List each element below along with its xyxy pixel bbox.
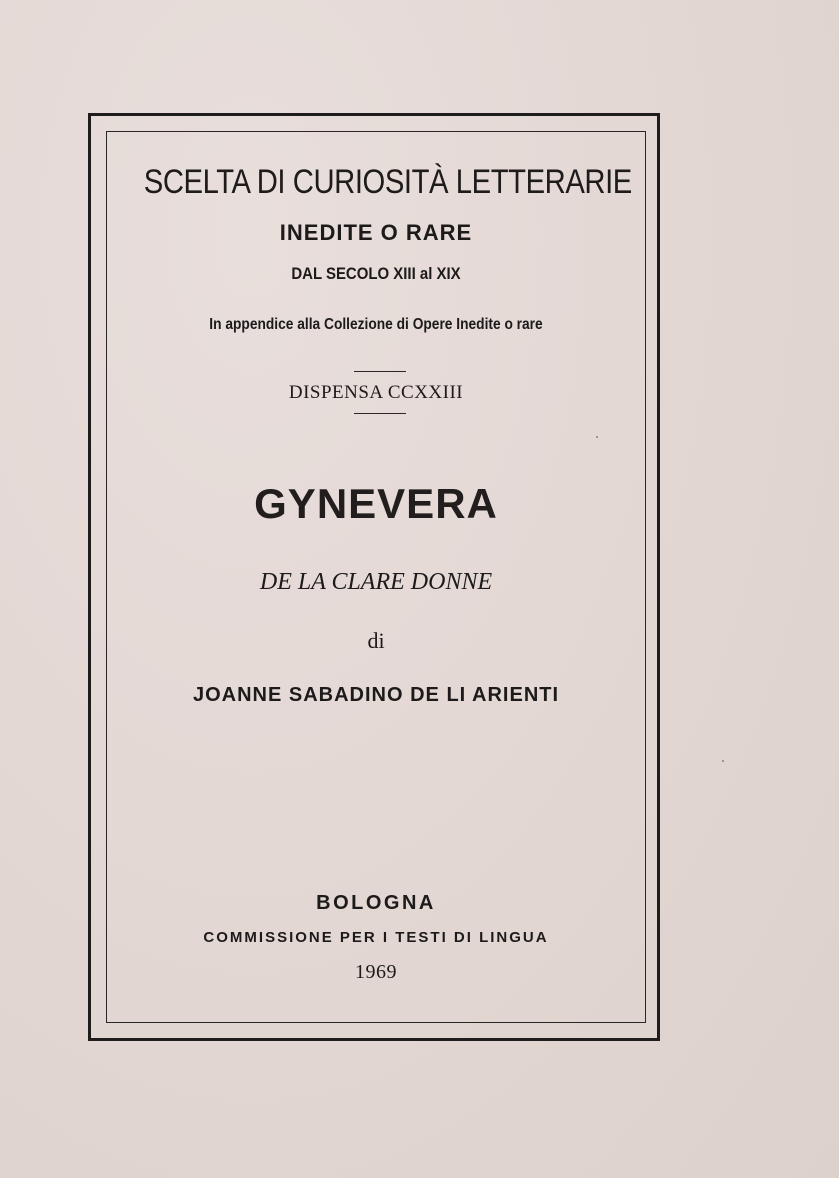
book-subtitle: DE LA CLARE DONNE — [259, 569, 493, 595]
paper-speck — [596, 436, 598, 438]
by-word: di — [367, 628, 385, 653]
publication-city: BOLOGNA — [316, 892, 436, 914]
publication-year: 1969 — [355, 961, 397, 983]
series-subtitle: INEDITE O RARE — [279, 220, 473, 245]
appendix-note: In appendice alla Collezione di Opere Inedite o rare — [209, 316, 543, 333]
book-title: GYNEVERA — [254, 480, 498, 527]
series-title: SCELTA DI CURIOSITÀ LETTERARIE — [143, 163, 632, 201]
divider-top — [354, 371, 406, 372]
publisher-name: COMMISSIONE PER I TESTI DI LINGUA — [203, 929, 549, 946]
series-period: DAL SECOLO XIII al XIX — [291, 264, 461, 283]
issue-number: DISPENSA CCXXIII — [288, 382, 464, 403]
divider-bottom — [354, 413, 406, 414]
author-name: JOANNE SABADINO DE LI ARIENTI — [192, 684, 560, 706]
paper-speck — [722, 760, 724, 762]
